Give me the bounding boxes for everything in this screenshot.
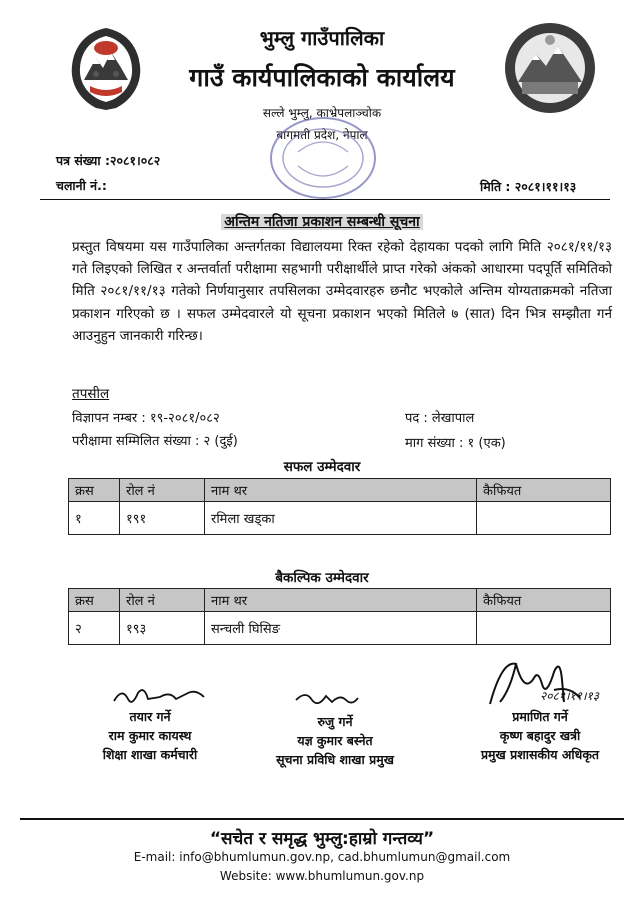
notice-body: प्रस्तुत विषयमा यस गाउँपालिका अन्तर्गतका विद्यालयमा रिक्त रहेको देहायका पदको लागि मिति २०८१/११/१३ गते लिइएको लिखित र अन्तर्वार्ता परीक्षामा सहभागी परीक्षार्थीले प्राप्त गरेको अंकको आधारमा पदपूर्ति समितिको मिति २०८१/११/१३ गतेको निर्णयानुसार तपसिलका उम्मेदवारहरु छनौट भएकोले अन्तिम योग्यताक्रमको नतिजा प्रकाशन गरिएको छ । सफल उम्मेदवारले यो सूचना प्रकाशन भएको मितिले ७ (सात) दिन भित्र सम्झौता गर्न आउनुहुन जानकारी गरिन्छ। [72, 239, 612, 344]
cell-name: रमिला खड्का [205, 502, 477, 535]
office-stamp-icon [262, 112, 384, 204]
footer-motto: “सचेत र समृद्ध भुम्लु:हाम्रो गन्तव्य” [209, 829, 435, 849]
letter-number: पत्र संख्या :२०८१।०८२ [56, 153, 161, 168]
cell-serial: २ [69, 612, 120, 645]
advertisement-number: विज्ञापन नम्बर : १९-२०८१/०८२ [72, 411, 220, 426]
successful-table [68, 478, 611, 535]
signature-name: यज्ञ कुमार बस्नेत [297, 733, 373, 748]
table-header-row [69, 589, 611, 612]
cell-name: सन्चली घिसिङ [205, 612, 477, 645]
signature-block-approved [450, 707, 630, 764]
signature-role: तयार गर्ने [129, 709, 171, 724]
signature-title: शिक्षा शाखा कर्मचारी [102, 747, 198, 762]
letter-date: मिति : २०८१।११।१३ [480, 179, 577, 194]
cell-remarks [477, 612, 611, 645]
table-header-row [69, 479, 611, 502]
alternate-table [68, 588, 611, 645]
position-name: पद : लेखापाल [405, 411, 475, 426]
candidates-count: परीक्षामा सम्मिलित संख्या : २ (दुई) [72, 434, 238, 449]
col-name: नाम थर [205, 479, 477, 502]
signature-title: सूचना प्रविधि शाखा प्रमुख [276, 752, 394, 767]
details-heading: तपसील [72, 386, 110, 402]
signature-role: रुजु गर्ने [317, 714, 353, 729]
office-name: गाउँ कार्यपालिकाको कार्यालय [189, 63, 455, 92]
demand-count: माग संख्या : १ (एक) [405, 436, 506, 451]
footer-website: Website: www.bhumlumun.gov.np [219, 869, 425, 883]
signature-name: कृष्ण बहादुर खत्री [499, 728, 581, 743]
notice-subject: अन्तिम नतिजा प्रकाशन सम्बन्धी सूचना [0, 211, 644, 231]
table-row [69, 502, 611, 535]
signature-date: २०८१।११।१३ [540, 689, 600, 703]
office-address: सल्ले भुम्लु, काभ्रेपलाञ्चोक [262, 106, 382, 120]
signature-block-verified [250, 712, 420, 769]
col-roll: रोल नं [120, 589, 205, 612]
header-divider [40, 199, 610, 200]
cell-roll: १९१ [120, 502, 205, 535]
dispatch-number: चलानी नं.: [56, 178, 107, 193]
col-remarks: कैफियत [477, 479, 611, 502]
signature-block-prepared [60, 707, 240, 764]
signature-1-image [110, 683, 210, 709]
cell-roll: १९३ [120, 612, 205, 645]
col-roll: रोल नं [120, 479, 205, 502]
footer-divider [20, 818, 624, 820]
signature-2-image [292, 686, 362, 712]
col-name: नाम थर [205, 589, 477, 612]
signature-title: प्रमुख प्रशासकीय अधिकृत [480, 747, 600, 762]
col-remarks: कैफियत [477, 589, 611, 612]
table-row [69, 612, 611, 645]
successful-title: सफल उम्मेदवार [283, 459, 361, 475]
col-serial: क्रस [69, 479, 120, 502]
office-province: बागमती प्रदेश, नेपाल [276, 128, 368, 142]
signature-name: राम कुमार कायस्थ [108, 728, 192, 743]
cell-remarks [477, 502, 611, 535]
municipality-name: भुम्लु गाउँपालिका [259, 26, 385, 50]
cell-serial: १ [69, 502, 120, 535]
alternate-title: बैकल्पिक उम्मेदवार [275, 570, 369, 586]
municipality-logo-icon [500, 20, 600, 116]
signature-role: प्रमाणित गर्ने [512, 709, 568, 724]
footer-email: E-mail: info@bhumlumun.gov.np, cad.bhumlumun@gmail.com [133, 850, 511, 864]
col-serial: क्रस [69, 589, 120, 612]
